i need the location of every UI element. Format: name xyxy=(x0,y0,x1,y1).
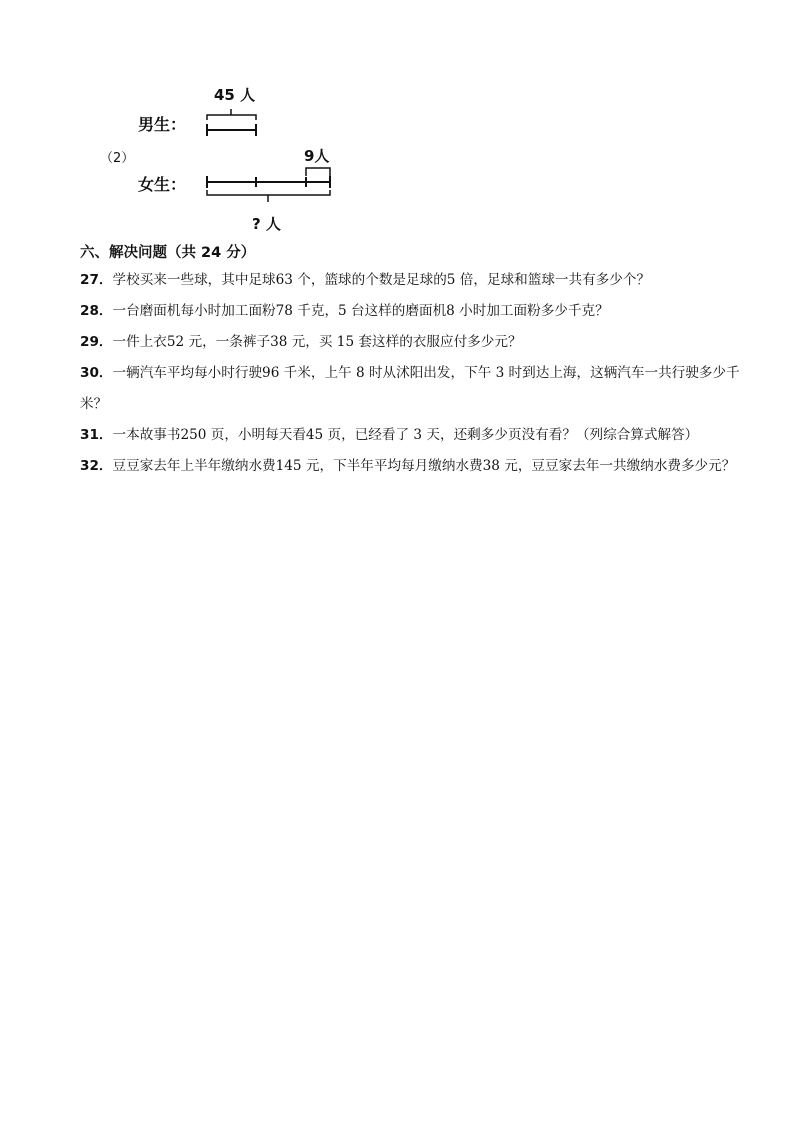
question-text: 学校买来一些球，其中足球63 个，篮球的个数是足球的5 倍，足球和篮球一共有多少个？ xyxy=(112,272,651,288)
question-number: 27． xyxy=(80,272,113,288)
question-text: 豆豆家去年上半年缴纳水费145 元，下半年平均每月缴纳水费38 元，豆豆家去年一共缴纳水费多少元？ xyxy=(112,458,736,474)
question-32 xyxy=(80,451,750,482)
question-number: 32． xyxy=(80,458,113,474)
section-title: 六、解决问题（共 24 分） xyxy=(80,245,256,261)
boys-label: 男生： xyxy=(138,115,187,134)
boys-value: 45 人 xyxy=(214,86,256,104)
total-value: ? 人 xyxy=(252,215,281,233)
question-29 xyxy=(80,327,750,358)
question-27 xyxy=(80,265,750,296)
question-number: 28． xyxy=(80,303,113,319)
question-number: 31． xyxy=(80,427,113,443)
question-text: 一本故事书250 页，小明每天看45 页，已经看了 3 天，还剩多少页没有看？（列综合算式解答） xyxy=(112,427,699,443)
question-text: 一辆汽车平均每小时行驶96 千米，上午 8 时从沭阳出发，下午 3 时到达上海，这辆汽车一共行驶多少千米？ xyxy=(80,365,740,412)
question-number: 30． xyxy=(80,365,113,381)
question-31 xyxy=(80,420,750,451)
extra-value: 9人 xyxy=(304,147,330,165)
question-28 xyxy=(80,296,750,327)
girls-segment xyxy=(207,176,330,202)
question-text: 一台磨面机每小时加工面粉78 千克，5 台这样的磨面机8 小时加工面粉多少千克？ xyxy=(112,303,609,319)
extra-brace xyxy=(306,168,330,176)
boys-segment xyxy=(207,109,256,136)
question-30 xyxy=(80,358,750,420)
line-segment-diagram xyxy=(90,82,350,236)
diagram-svg xyxy=(90,82,350,236)
question-text: 一件上衣52 元，一条裤子38 元，买 15 套这样的衣服应付多少元？ xyxy=(112,334,522,350)
sub-question-marker: （2） xyxy=(100,151,135,166)
question-number: 29． xyxy=(80,334,113,350)
girls-label: 女生： xyxy=(138,175,187,194)
